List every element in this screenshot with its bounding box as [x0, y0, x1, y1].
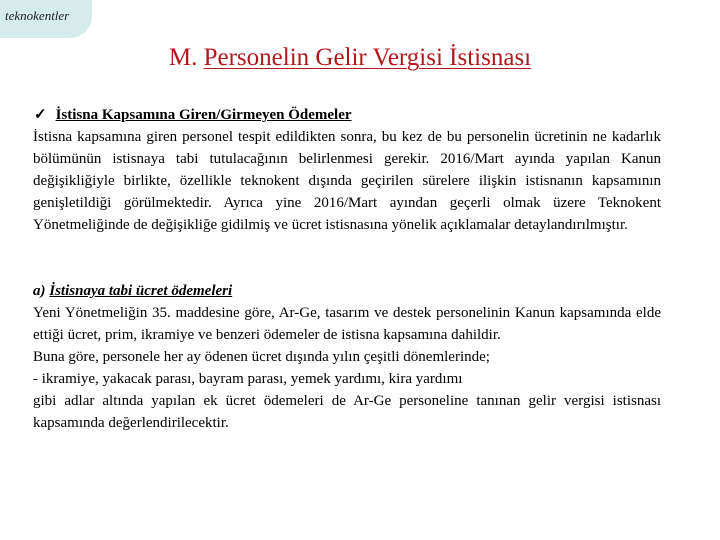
spacer: [33, 236, 661, 258]
section-paragraph: İstisna kapsamına giren personel tespit edildikten sonra, bu kez de bu personelin ücretinin ne kadarlık bölümünün istisnaya tabi tutulacağının belirlenmesi gerekir. 2016/Mart ayında yapılan Kanun değişikliğiyle birlikte, özellikle teknokent dışında geçirilen sürelere ilişkin istisnanın kapsamının genişletildiği görülmektedir. Ayrıca yine 2016/Mart ayından geçerli olmak üzere Teknokent Yönetmeliğinde de değişikliğe gidilmiş ve ücret istisnasına yönelik açıklamalar detaylandırılmıştır.: [33, 129, 661, 233]
subsection-list-item: - ikramiye, yakacak parası, bayram parası, yemek yardımı, kira yardımı: [33, 371, 463, 387]
page-title: [0, 44, 700, 72]
subsection-paragraph-3: gibi adlar altında yapılan ek ücret ödemeleri de Ar-Ge personeline tanınan gelir vergisi istisnası kapsamında değerlendirilecektir.: [33, 393, 661, 431]
section-heading-line: [33, 104, 661, 126]
slide-body: [33, 104, 661, 434]
subsection-paragraph-1: Yeni Yönetmeliğin 35. maddesine göre, Ar-Ge, tasarım ve destek personelinin Kanun kapsamında elde ettiği ücret, prim, ikramiye ve benzeri ödemeler de istisna kapsamına dahildir.: [33, 305, 661, 343]
spacer: [33, 258, 661, 280]
subsection-heading-prefix: a): [33, 283, 50, 299]
check-mark-icon: ✓: [34, 107, 47, 123]
subsection-paragraph-2: Buna göre, personele her ay ödenen ücret dışında yılın çeşitli dönemlerinde;: [33, 349, 490, 365]
section-heading: İstisna Kapsamına Giren/Girmeyen Ödemeler: [55, 107, 352, 123]
page-title-prefix: M.: [168, 44, 204, 71]
subsection-heading: [33, 280, 661, 302]
corner-tag-label: teknokentler: [5, 8, 70, 23]
corner-tag: [0, 0, 92, 38]
subsection-heading-text: İstisnaya tabi ücret ödemeleri: [49, 283, 233, 299]
page-title-underlined: Personelin Gelir Vergisi İstisnası: [203, 44, 532, 71]
